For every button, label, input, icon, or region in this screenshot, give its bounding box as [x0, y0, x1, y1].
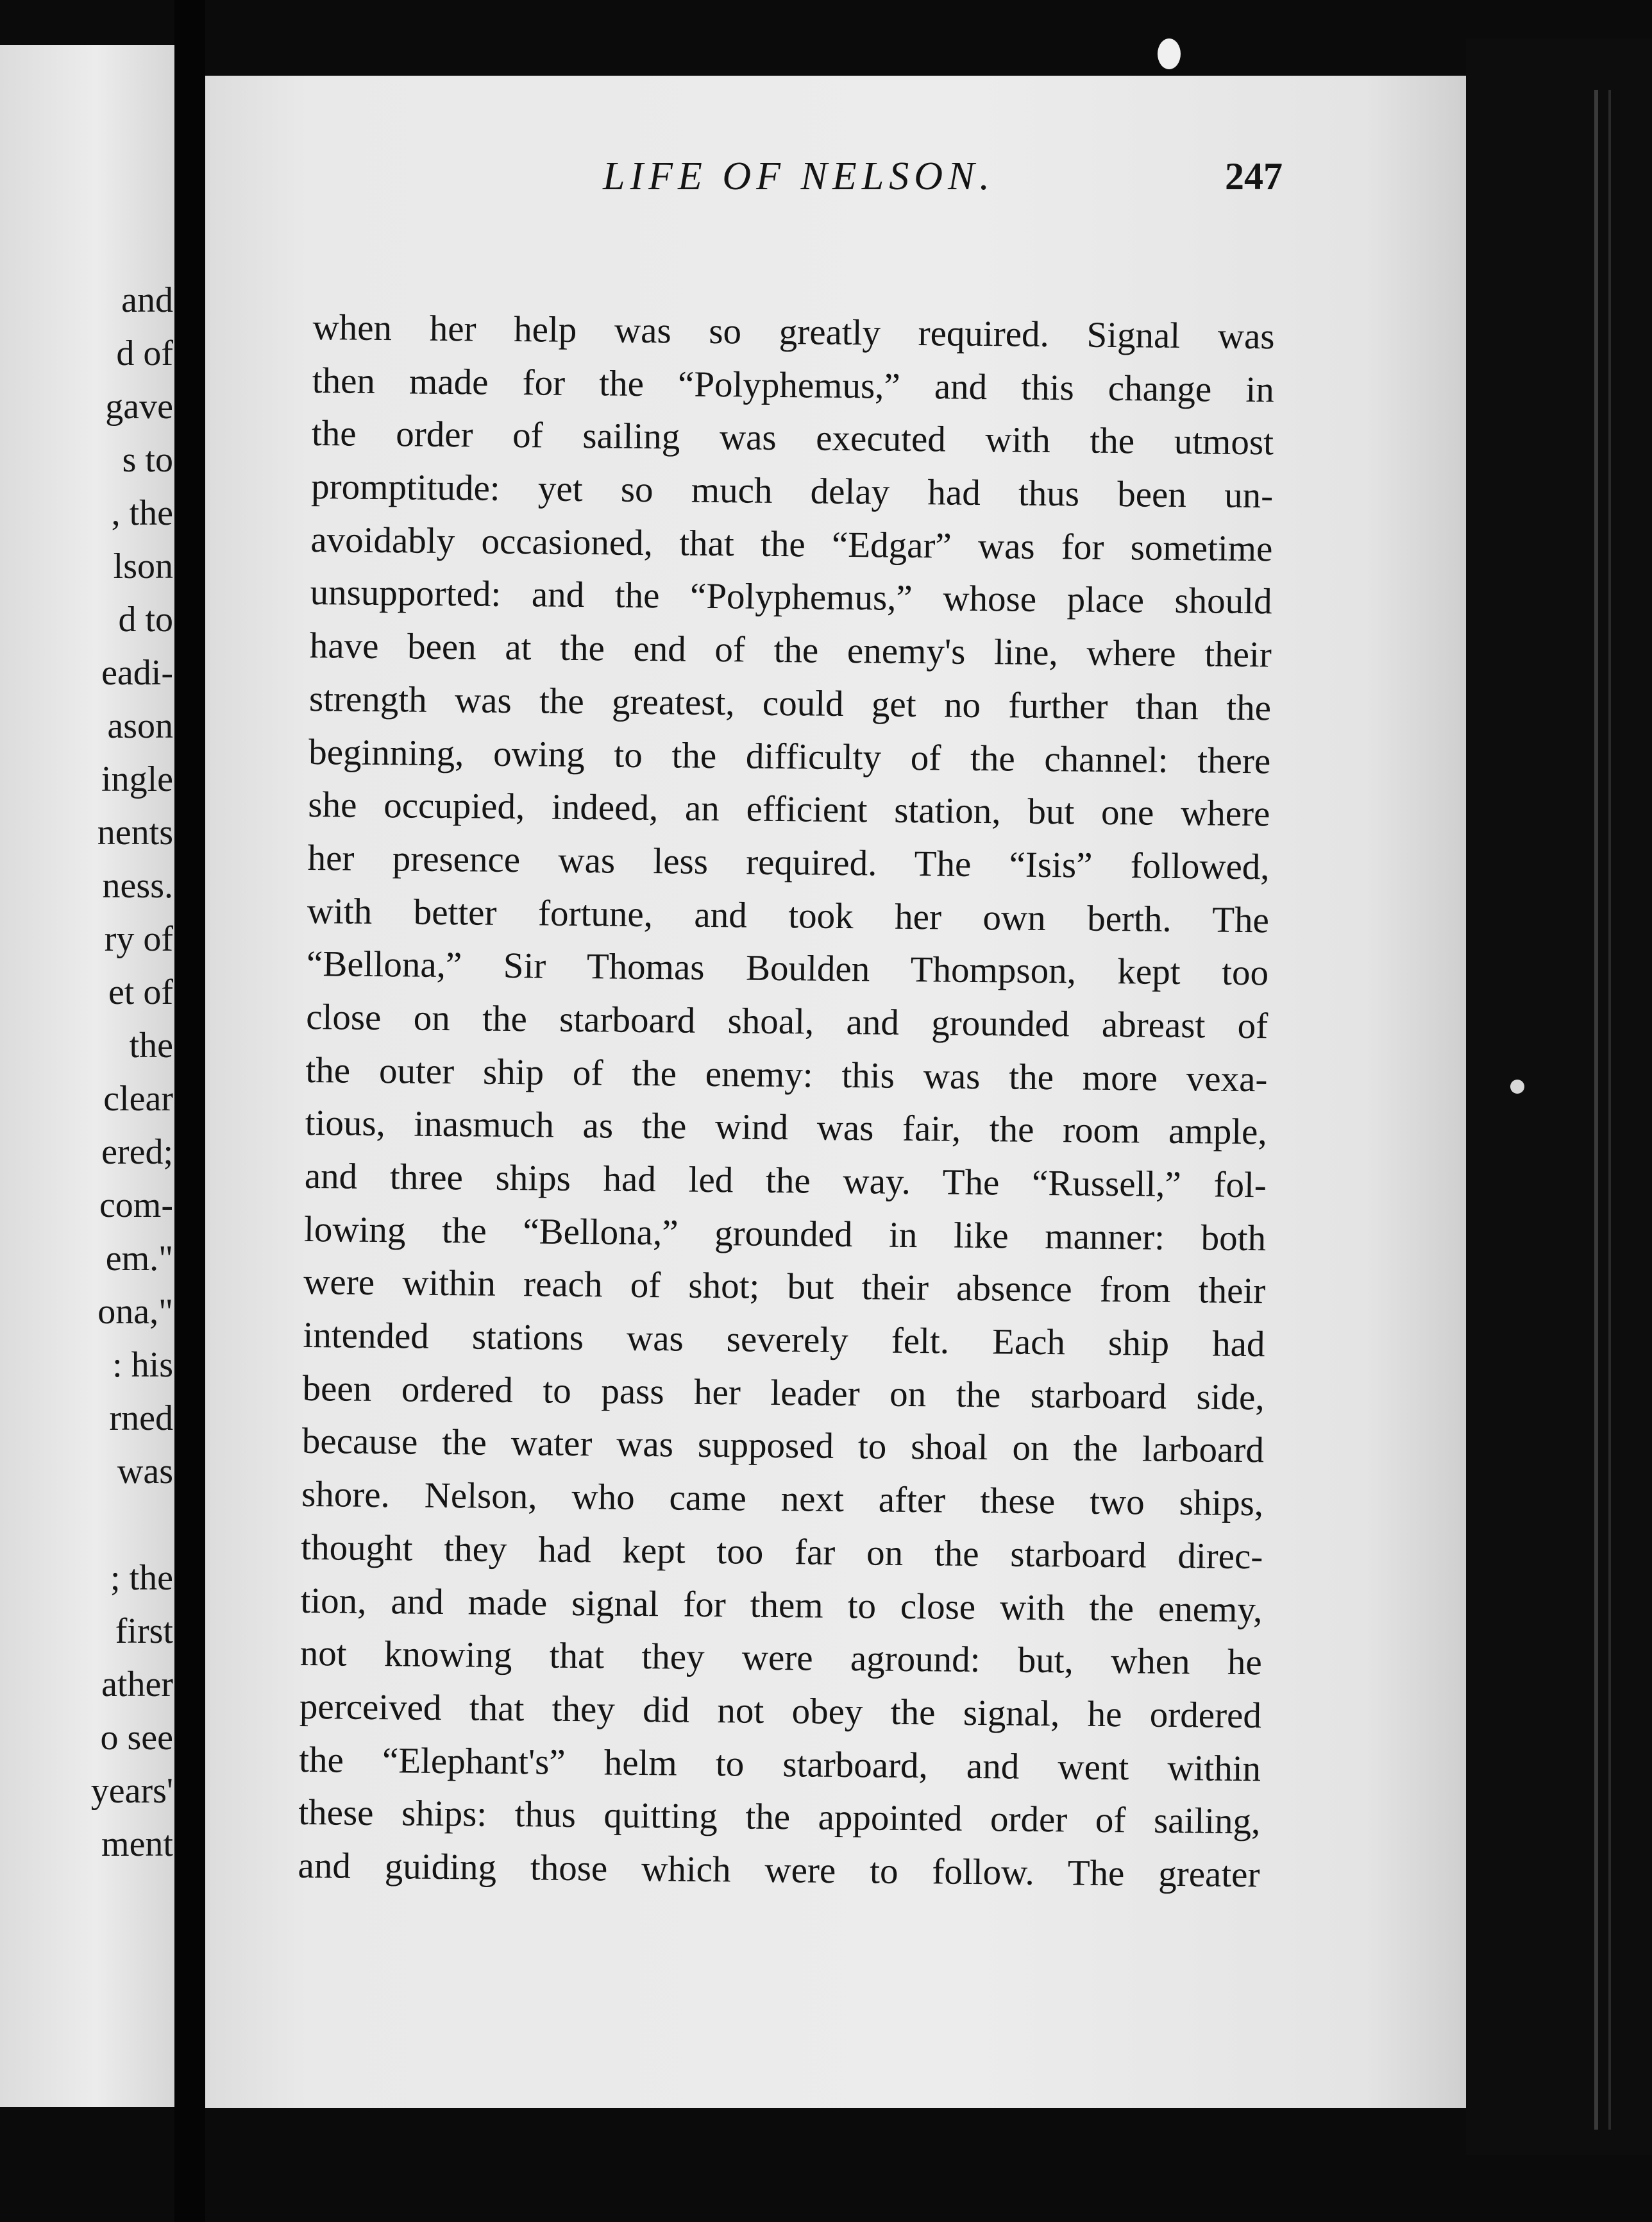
facing-page-fragment-text: d to — [118, 600, 173, 640]
page-edge-line — [1594, 90, 1598, 2130]
text-line: because the water was supposed to shoal on the larboard — [301, 1421, 1265, 1471]
text-line: avoidably occasioned, that the “Edgar” was for sometime — [310, 519, 1273, 570]
text-line: the order of sailing was executed with the utmost — [311, 413, 1274, 463]
facing-page-fragment-text: ; the — [110, 1558, 173, 1598]
facing-page-fragment-text: com- — [99, 1185, 173, 1225]
facing-page-fragment-text: ness. — [102, 866, 173, 906]
text-line: shore. Nelson, who came next after these two ships, — [301, 1474, 1264, 1524]
text-line: thought they had kept too far on the starboard direc- — [301, 1527, 1263, 1577]
facing-page-fragment — [0, 45, 174, 2107]
facing-page-fragment-text: clear — [103, 1079, 173, 1119]
text-line: close on the starboard shoal, and grounded abreast of — [305, 996, 1268, 1047]
text-line: “Bellona,” Sir Thomas Boulden Thompson, kept too — [306, 944, 1269, 994]
text-line: unsupported: and the “Polyphemus,” whose place should — [310, 572, 1272, 622]
text-line: tion, and made signal for them to close with the enemy, — [300, 1580, 1263, 1630]
facing-page-fragment-text: , the — [111, 493, 173, 533]
facing-page-fragment-text: ment — [101, 1824, 173, 1864]
facing-page-fragment-text: years' — [90, 1771, 173, 1811]
text-line: have been at the end of the enemy's line, where their — [309, 625, 1272, 675]
running-title: LIFE OF NELSON. — [603, 155, 995, 198]
text-line: were within reach of shot; but their absence from their — [303, 1262, 1266, 1312]
text-line: promptitude: yet so much delay had thus been un- — [310, 466, 1274, 516]
facing-page-fragment-text: ered; — [101, 1132, 173, 1172]
facing-page-fragment-text: was — [117, 1452, 173, 1491]
facing-page-fragment-text: ingle — [101, 759, 173, 799]
text-line: when her help was so greatly required. Signal was — [312, 307, 1275, 357]
body-text — [298, 301, 1275, 1902]
text-line: beginning, owing to the difficulty of the channel: there — [308, 731, 1271, 781]
text-line: intended stations was severely felt. Each ship had — [303, 1314, 1265, 1365]
facing-page-fragment-text: first — [115, 1611, 173, 1651]
facing-page-fragment-text: ather — [101, 1665, 173, 1704]
facing-page-fragment-text: ona," — [97, 1292, 173, 1332]
text-line: perceived that they did not obey the signal, he ordered — [299, 1686, 1262, 1736]
facing-page-fragment-text: et of — [108, 972, 173, 1012]
facing-page-fragment-text: nents — [97, 813, 173, 852]
book-gutter — [174, 0, 205, 2222]
facing-page-fragment-text: rned — [109, 1398, 173, 1438]
text-line: the outer ship of the enemy: this was the more vexa- — [305, 1049, 1268, 1099]
text-line: and three ships had led the way. The “Russell,” fol- — [304, 1155, 1267, 1206]
text-line: lowing the “Bellona,” grounded in like manner: both — [303, 1209, 1267, 1259]
facing-page-fragment-text: the — [129, 1026, 173, 1065]
facing-page-fragment-text: d of — [116, 334, 173, 373]
scan-artifact — [1510, 1080, 1524, 1094]
facing-page-fragment-text: and — [121, 280, 173, 320]
facing-page-fragment-text: : his — [112, 1345, 173, 1385]
text-line: with better fortune, and took her own berth. The — [307, 890, 1270, 940]
text-line: these ships: thus quitting the appointed order of sailing, — [298, 1792, 1261, 1842]
facing-page-fragment-text: gave — [105, 387, 173, 427]
text-line: tious, inasmuch as the wind was fair, the room ample, — [305, 1103, 1267, 1153]
text-line: and guiding those which were to follow. The greater — [298, 1845, 1260, 1895]
scan-artifact — [1158, 38, 1181, 69]
text-line: not knowing that they were aground: but, when he — [299, 1633, 1263, 1683]
text-line: her presence was less required. The “Isis” followed, — [307, 837, 1270, 888]
text-line: then made for the “Polyphemus,” and this change in — [312, 360, 1275, 411]
facing-page-fragment-text: eadi- — [101, 653, 173, 693]
facing-page-fragment-text: ry of — [104, 919, 173, 959]
page-edge — [1466, 38, 1652, 2155]
facing-page-fragment-text: ason — [107, 706, 173, 746]
text-line: strength was the greatest, could get no further than the — [308, 678, 1272, 729]
page-edge-line — [1608, 90, 1611, 2130]
running-head — [398, 154, 1283, 199]
facing-page-fragment-text: em." — [105, 1239, 173, 1278]
page-number: 247 — [1225, 155, 1283, 198]
text-line: she occupied, indeed, an efficient station, but one where — [308, 784, 1270, 835]
text-line: the “Elephant's” helm to starboard, and went within — [298, 1739, 1261, 1789]
facing-page-fragment-text: lson — [113, 547, 173, 586]
facing-page-fragment-text: s to — [122, 440, 173, 480]
facing-page-fragment-text: o see — [100, 1718, 173, 1758]
text-line: been ordered to pass her leader on the starboard side, — [302, 1368, 1265, 1418]
